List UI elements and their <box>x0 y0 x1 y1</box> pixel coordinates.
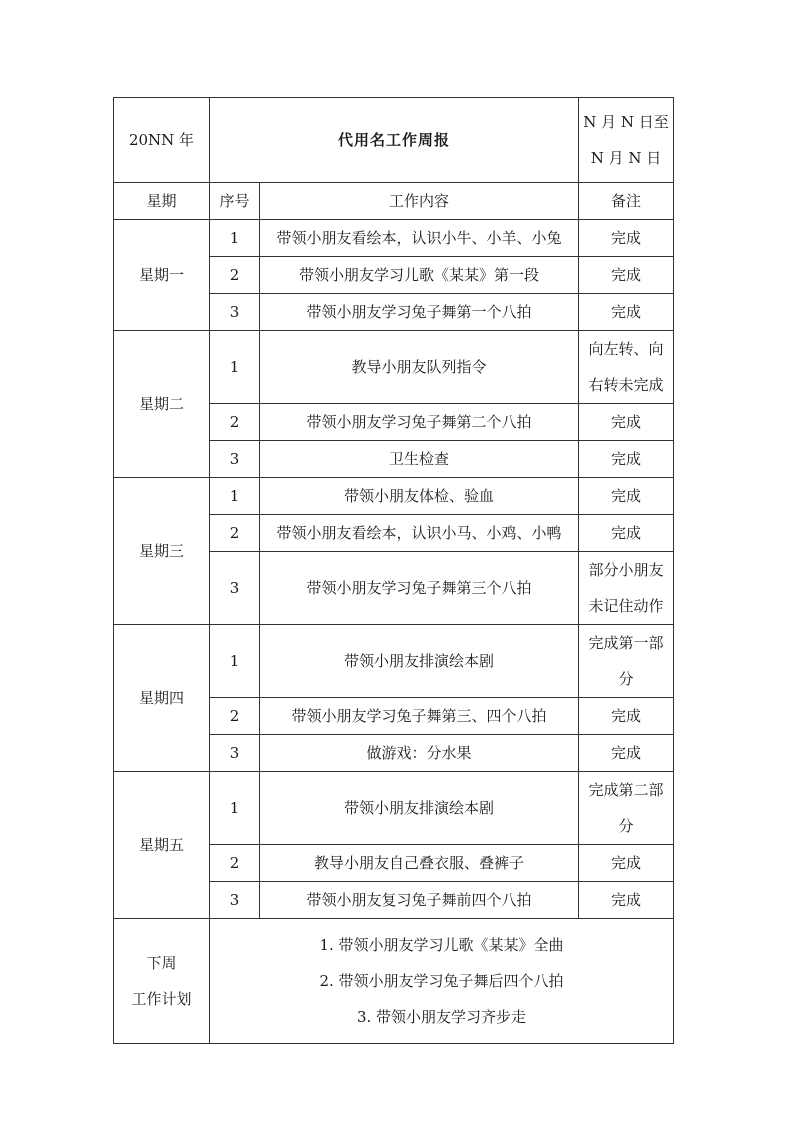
table-row <box>114 625 674 698</box>
header-row <box>114 98 674 183</box>
work-content: 带领小朋友看绘本，认识小马、小鸡、小鸭 <box>260 515 579 552</box>
note-text: 未记住动作 <box>588 597 664 615</box>
note-text: 向左转、向 <box>588 340 664 358</box>
note-cell <box>579 845 674 882</box>
row-index: 3 <box>210 552 260 625</box>
row-index: 1 <box>210 478 260 515</box>
work-content: 带领小朋友排演绘本剧 <box>260 772 579 845</box>
note-text: 完成 <box>611 524 642 542</box>
note-cell <box>579 257 674 294</box>
note-cell <box>579 220 674 257</box>
note-text: 分 <box>618 817 634 835</box>
next-week-plan-item: 3. 带领小朋友学习齐步走 <box>356 1008 527 1026</box>
row-index: 3 <box>210 882 260 919</box>
note-cell <box>579 552 674 625</box>
next-week-plan-list <box>210 919 674 1044</box>
next-week-label <box>114 919 210 1044</box>
next-week-label-line2: 工作计划 <box>131 990 192 1008</box>
column-header-content: 工作内容 <box>260 183 579 220</box>
note-text: 完成第二部 <box>588 781 664 799</box>
note-text: 右转未完成 <box>588 376 664 394</box>
note-cell <box>579 625 674 698</box>
note-text: 完成 <box>611 450 642 468</box>
row-index: 2 <box>210 515 260 552</box>
weekly-report-table <box>113 97 674 1044</box>
row-index: 1 <box>210 331 260 404</box>
note-text: 完成 <box>611 744 642 762</box>
note-text: 完成 <box>611 413 642 431</box>
note-text: 完成 <box>611 303 642 321</box>
note-cell <box>579 331 674 404</box>
page-title: 代用名工作周报 <box>210 98 579 183</box>
date-range <box>579 98 674 183</box>
weekday-label: 星期二 <box>114 331 210 478</box>
row-index: 1 <box>210 772 260 845</box>
row-index: 1 <box>210 220 260 257</box>
note-text: 完成第一部 <box>588 634 664 652</box>
row-index: 3 <box>210 735 260 772</box>
note-cell <box>579 404 674 441</box>
work-content: 带领小朋友学习儿歌《某某》第一段 <box>260 257 579 294</box>
next-week-plan-item: 1. 带领小朋友学习儿歌《某某》全曲 <box>319 936 564 954</box>
note-cell <box>579 515 674 552</box>
note-text: 完成 <box>611 707 642 725</box>
row-index: 3 <box>210 441 260 478</box>
weekday-label: 星期五 <box>114 772 210 919</box>
next-week-label-line1: 下周 <box>146 954 177 972</box>
note-text: 部分小朋友 <box>588 561 664 579</box>
note-text: 完成 <box>611 229 642 247</box>
table-row <box>114 331 674 404</box>
column-header-weekday: 星期 <box>114 183 210 220</box>
work-content: 带领小朋友学习兔子舞第二个八拍 <box>260 404 579 441</box>
note-cell <box>579 735 674 772</box>
row-index: 2 <box>210 698 260 735</box>
row-index: 2 <box>210 845 260 882</box>
weekday-label: 星期三 <box>114 478 210 625</box>
work-content: 教导小朋友队列指令 <box>260 331 579 404</box>
work-content: 卫生检查 <box>260 441 579 478</box>
date-range-end: N 月 N 日 <box>590 149 662 167</box>
table-row <box>114 220 674 257</box>
next-week-plan-row <box>114 919 674 1044</box>
row-index: 1 <box>210 625 260 698</box>
table-row <box>114 478 674 515</box>
note-cell <box>579 772 674 845</box>
note-cell <box>579 698 674 735</box>
work-content: 带领小朋友排演绘本剧 <box>260 625 579 698</box>
table-row <box>114 772 674 845</box>
work-content: 做游戏：分水果 <box>260 735 579 772</box>
note-cell <box>579 478 674 515</box>
weekday-label: 星期四 <box>114 625 210 772</box>
note-text: 完成 <box>611 854 642 872</box>
note-text: 完成 <box>611 487 642 505</box>
work-content: 带领小朋友学习兔子舞第三个八拍 <box>260 552 579 625</box>
row-index: 3 <box>210 294 260 331</box>
column-header-row <box>114 183 674 220</box>
column-header-note: 备注 <box>579 183 674 220</box>
row-index: 2 <box>210 257 260 294</box>
work-content: 教导小朋友自己叠衣服、叠裤子 <box>260 845 579 882</box>
note-text: 分 <box>618 670 634 688</box>
year-label: 20NN 年 <box>114 98 210 183</box>
note-cell <box>579 294 674 331</box>
work-content: 带领小朋友看绘本，认识小牛、小羊、小兔 <box>260 220 579 257</box>
work-content: 带领小朋友学习兔子舞第一个八拍 <box>260 294 579 331</box>
date-range-start: N 月 N 日至 <box>583 113 669 131</box>
column-header-index: 序号 <box>210 183 260 220</box>
note-text: 完成 <box>611 266 642 284</box>
work-content: 带领小朋友复习兔子舞前四个八拍 <box>260 882 579 919</box>
next-week-plan-item: 2. 带领小朋友学习兔子舞后四个八拍 <box>319 972 564 990</box>
weekday-label: 星期一 <box>114 220 210 331</box>
work-content: 带领小朋友体检、验血 <box>260 478 579 515</box>
note-cell <box>579 441 674 478</box>
note-text: 完成 <box>611 891 642 909</box>
work-content: 带领小朋友学习兔子舞第三、四个八拍 <box>260 698 579 735</box>
row-index: 2 <box>210 404 260 441</box>
note-cell <box>579 882 674 919</box>
